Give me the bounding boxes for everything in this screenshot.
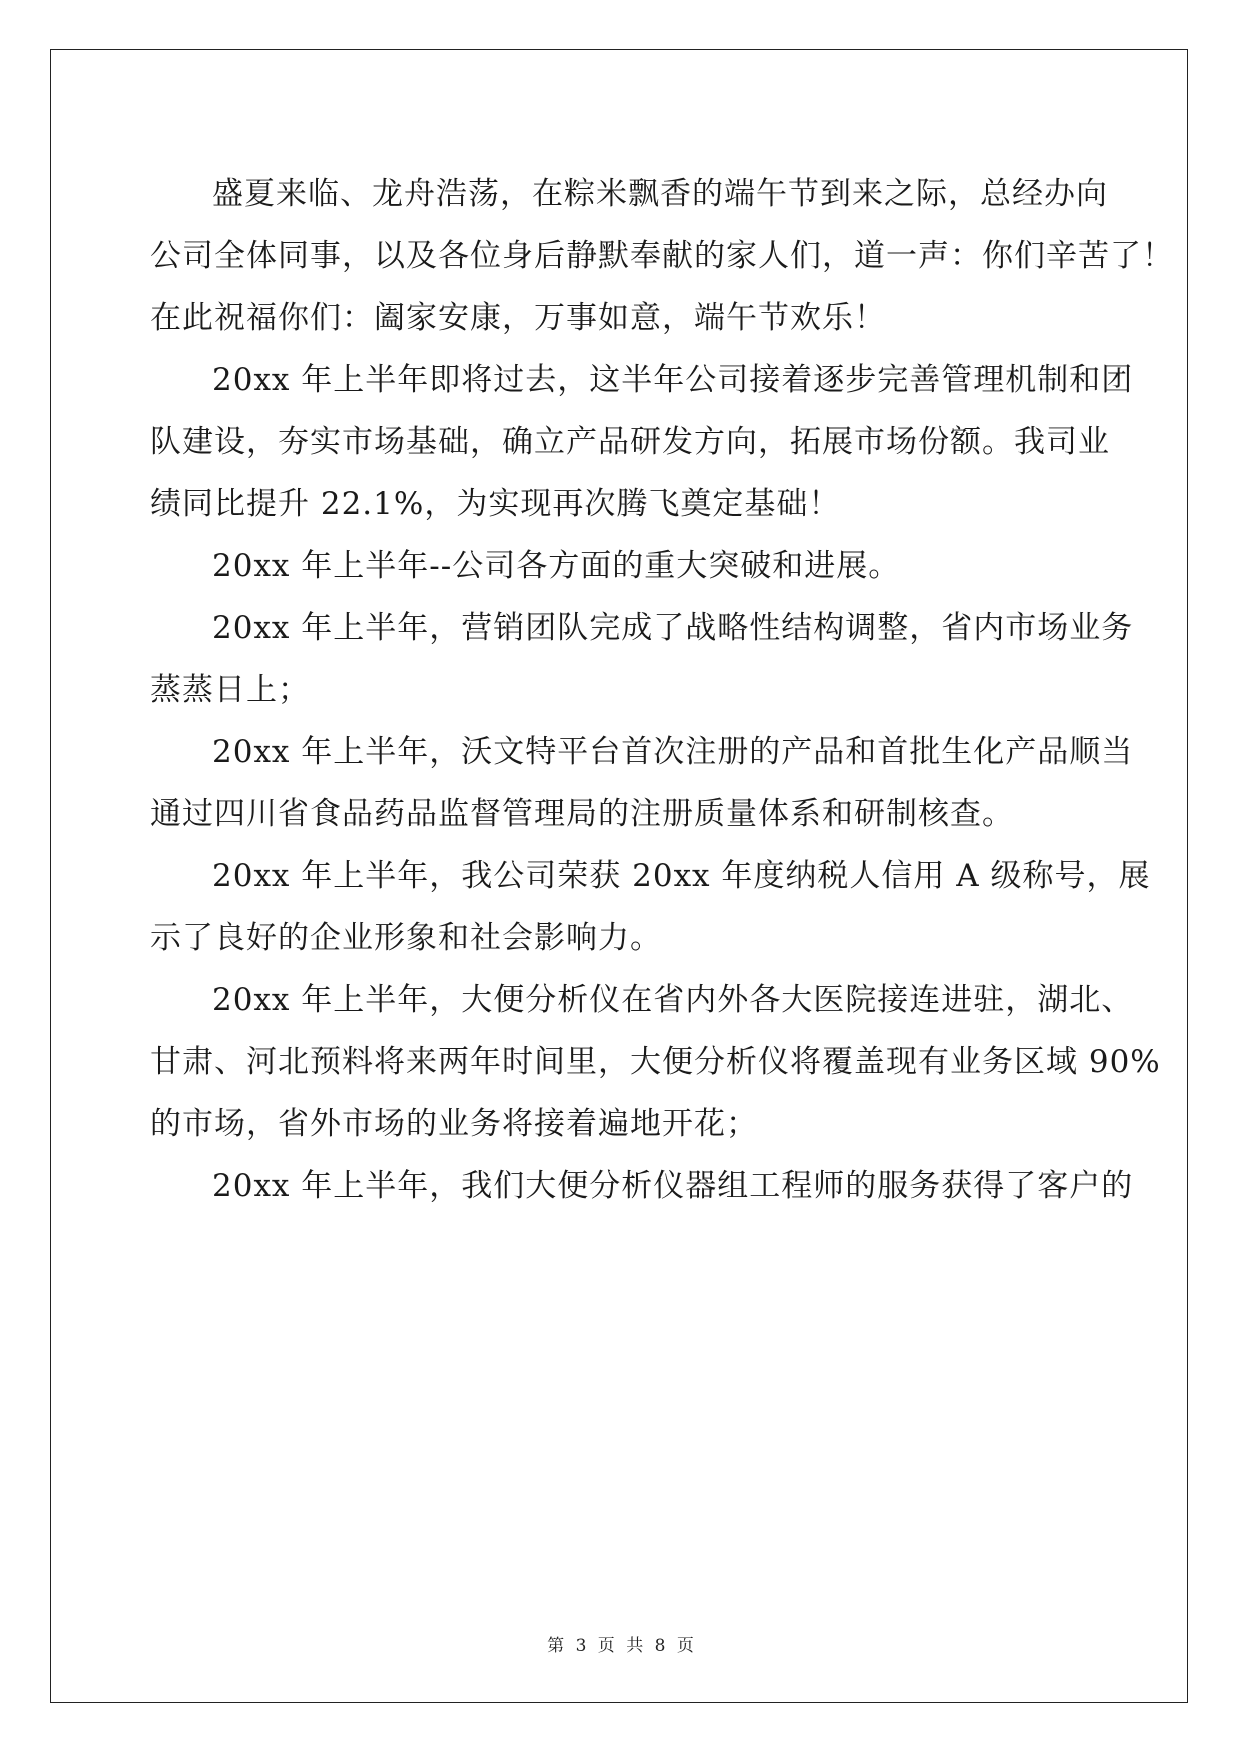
text-line: 队建设，夯实市场基础，确立产品研发方向，拓展市场份额。我司业	[150, 424, 1110, 460]
text-line: 甘肃、河北预料将来两年时间里，大便分析仪将覆盖现有业务区域 90%	[150, 1044, 1161, 1080]
document-body	[150, 163, 1174, 1217]
text-line: 的市场，省外市场的业务将接着遍地开花；	[150, 1106, 758, 1142]
text-line: 20xx 年上半年即将过去，这半年公司接着逐步完善管理机制和团	[212, 362, 1134, 398]
text-line: 在此祝福你们：阖家安康，万事如意，端午节欢乐！	[150, 300, 886, 336]
text-line: 公司全体同事，以及各位身后静默奉献的家人们，道一声：你们辛苦了！	[150, 238, 1174, 274]
text-line: 通过四川省食品药品监督管理局的注册质量体系和研制核查。	[150, 796, 1014, 832]
text-line: 20xx 年上半年，大便分析仪在省内外各大医院接连进驻，湖北、	[212, 982, 1134, 1018]
text-line: 20xx 年上半年--公司各方面的重大突破和进展。	[212, 548, 901, 584]
text-line: 蒸蒸日上；	[150, 672, 310, 708]
page-number: 第 3 页 共 8 页	[547, 1636, 694, 1656]
text-line: 绩同比提升 22.1%，为实现再次腾飞奠定基础！	[150, 486, 841, 522]
text-line: 20xx 年上半年，我们大便分析仪器组工程师的服务获得了客户的	[212, 1168, 1134, 1204]
text-line: 盛夏来临、龙舟浩荡，在粽米飘香的端午节到来之际，总经办向	[212, 176, 1108, 212]
text-line: 20xx 年上半年，营销团队完成了战略性结构调整，省内市场业务	[212, 610, 1134, 646]
text-line: 示了良好的企业形象和社会影响力。	[150, 920, 662, 956]
text-line: 20xx 年上半年，沃文特平台首次注册的产品和首批生化产品顺当	[212, 734, 1134, 770]
text-line: 20xx 年上半年，我公司荣获 20xx 年度纳税人信用 A 级称号，展	[212, 858, 1151, 894]
